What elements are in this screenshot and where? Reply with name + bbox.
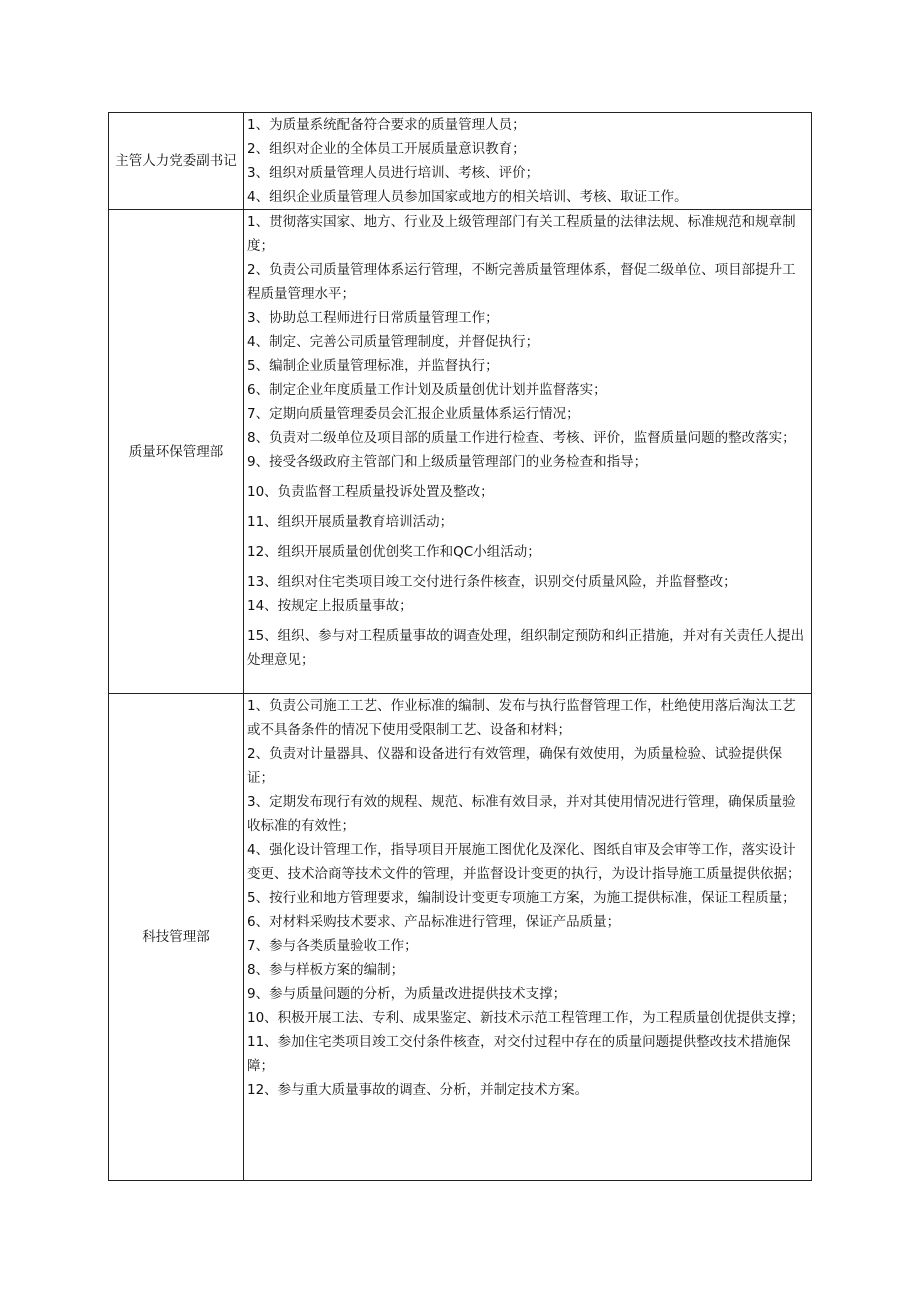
row-label: 主管人力党委副书记 [109,113,244,209]
list-item: 3、组织对质量管理人员进行培训、考核、评价； [247,165,540,181]
list-item: 9、参与质量问题的分析，为质量改进提供技术支撑； [247,986,567,1002]
list-item: 14、按规定上报质量事故； [247,598,413,614]
duty-list [244,113,811,209]
table-row [109,113,811,209]
table-row [109,209,811,693]
list-item: 13、组织对住宅类项目竣工交付进行条件核查，识别交付质量风险，并监督整改； [247,574,737,590]
list-item: 3、协助总工程师进行日常质量管理工作； [247,310,499,326]
list-item: 4、组织企业质量管理人员参加国家或地方的相关培训、考核、取证工作。 [247,189,688,205]
list-item: 4、强化设计管理工作，指导项目开展施工图优化及深化、图纸自审及会审等工作，落实设计变更、技术洽商等技术文件的管理，并监督设计变更的执行，为设计指导施工质量提供依据； [247,842,801,882]
list-item: 10、积极开展工法、专利、成果鉴定、新技术示范工程管理工作，为工程质量创优提供支撑； [247,1010,805,1026]
duty-list [244,210,811,693]
duty-table [108,112,812,1181]
list-item: 1、贯彻落实国家、地方、行业及上级管理部门有关工程质量的法律法规、标准规范和规章制度； [247,214,796,254]
list-item: 2、负责公司质量管理体系运行管理，不断完善质量管理体系，督促二级单位、项目部提升工程质量管理水平； [247,262,796,302]
row-label: 科技管理部 [109,694,244,1180]
list-item: 6、制定企业年度质量工作计划及质量创优计划并监督落实； [247,382,607,398]
list-item: 5、编制企业质量管理标准，并监督执行； [247,358,499,374]
list-item: 3、定期发布现行有效的规程、规范、标准有效目录，并对其使用情况进行管理，确保质量验收标准的有效性； [247,794,796,834]
list-item: 4、制定、完善公司质量管理制度，并督促执行； [247,334,540,350]
list-item: 1、负责公司施工工艺、作业标准的编制、发布与执行监督管理工作，杜绝使用落后淘汰工艺或不具备条件的情况下使用受限制工艺、设备和材料； [247,698,796,738]
list-item: 5、按行业和地方管理要求，编制设计变更专项施工方案，为施工提供标准，保证工程质量； [247,890,796,906]
list-item: 15、组织、参与对工程质量事故的调查处理，组织制定预防和纠正措施，并对有关责任人提出处理意见； [247,628,805,668]
list-item: 11、参加住宅类项目竣工交付条件核查，对交付过程中存在的质量问题提供整改技术措施保障； [247,1034,791,1074]
list-item: 12、参与重大质量事故的调查、分析，并制定技术方案。 [247,1082,589,1098]
list-item: 7、参与各类质量验收工作； [247,938,418,954]
list-item: 1、为质量系统配备符合要求的质量管理人员； [247,117,526,133]
table-row [109,693,811,1180]
list-item: 10、负责监督工程质量投诉处置及整改； [247,484,494,500]
row-label: 质量环保管理部 [109,210,244,693]
list-item: 2、负责对计量器具、仪器和设备进行有效管理，确保有效使用，为质量检验、试验提供保证； [247,746,783,786]
duty-list [244,694,811,1180]
list-item: 6、对材料采购技术要求、产品标准进行管理，保证产品质量； [247,914,621,930]
list-item: 8、参与样板方案的编制； [247,962,405,978]
list-item: 8、负责对二级单位及项目部的质量工作进行检查、考核、评价，监督质量问题的整改落实； [247,430,796,446]
list-item: 11、组织开展质量教育培训活动； [247,514,454,530]
list-item: 12、组织开展质量创优创奖工作和QC小组活动； [247,544,541,560]
list-item: 2、组织对企业的全体员工开展质量意识教育； [247,141,526,157]
list-item: 9、接受各级政府主管部门和上级质量管理部门的业务检查和指导； [247,454,648,470]
list-item: 7、定期向质量管理委员会汇报企业质量体系运行情况； [247,406,580,422]
